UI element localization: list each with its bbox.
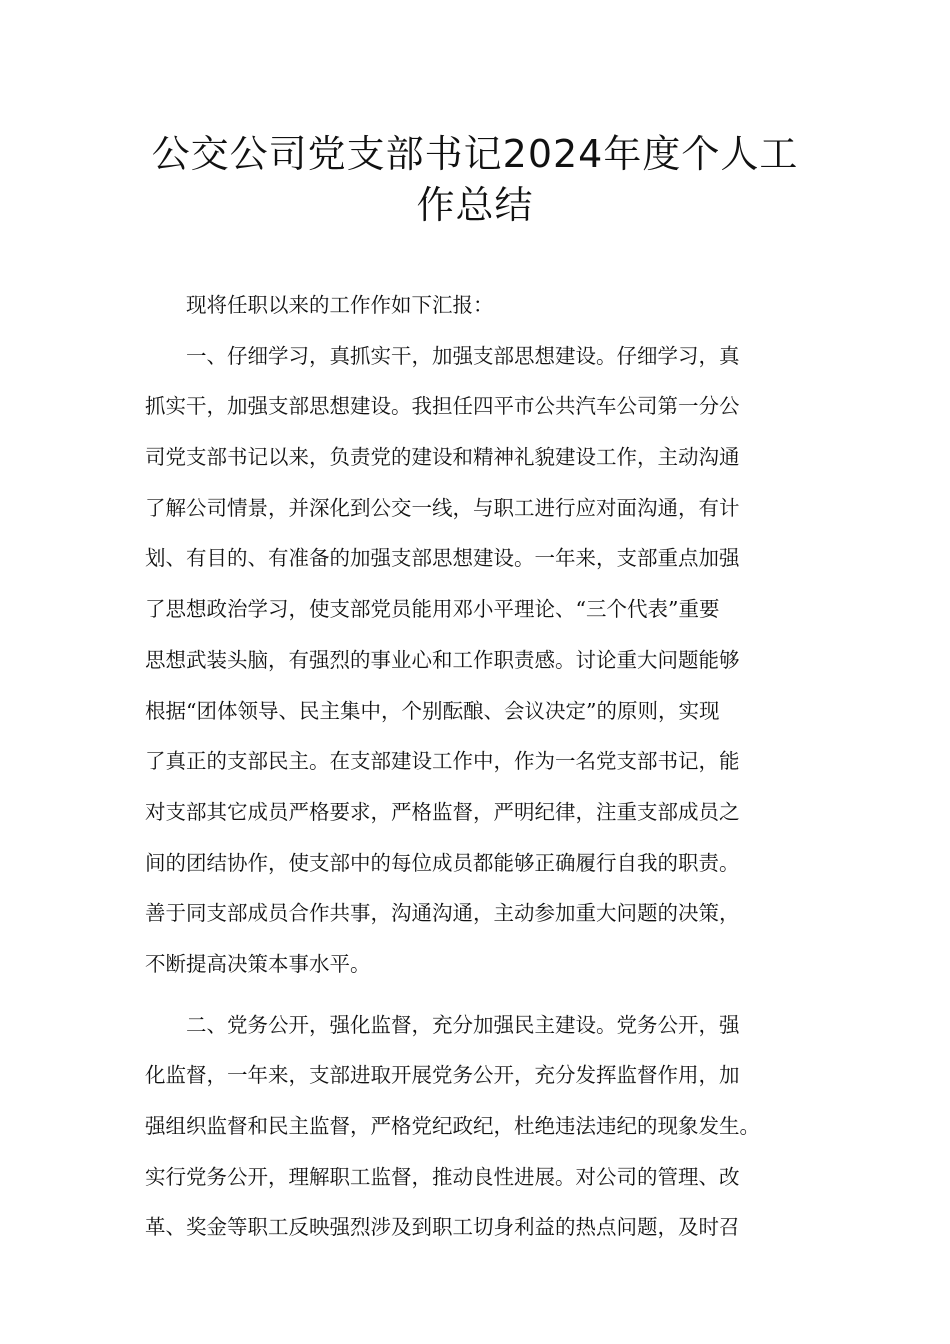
text-line: 司党支部书记以来，负责党的建设和精神礼貌建设工作，主动沟通	[145, 445, 740, 470]
text-line: 二、党务公开，强化监督，充分加强民主建设。党务公开，强	[145, 1012, 740, 1037]
paragraph-section-2	[145, 1000, 825, 1253]
title-line: 公交公司党支部书记2024年度个人工	[151, 132, 799, 176]
text-line: 抓实干，加强支部思想建设。我担任四平市公共汽车公司第一分公	[145, 394, 740, 419]
document-body	[145, 280, 825, 1253]
text-line: 了解公司情景，并深化到公交一线，与职工进行应对面沟通，有计	[145, 495, 740, 520]
text-line: 一、仔细学习，真抓实干，加强支部思想建设。仔细学习，真	[145, 343, 740, 368]
text-line: 间的团结协作，使支部中的每位成员都能够正确履行自我的职责。	[145, 850, 740, 875]
text-line: 根据“团体领导、民主集中，个别酝酿、会议决定”的原则，实现	[145, 698, 720, 723]
paragraph-section-1	[145, 331, 825, 990]
paragraph-intro	[145, 280, 825, 331]
text-line: 了思想政治学习，使支部党员能用邓小平理论、“三个代表”重要	[145, 597, 720, 622]
text-line: 实行党务公开，理解职工监督，推动良性进展。对公司的管理、改	[145, 1164, 740, 1189]
text-line: 了真正的支部民主。在支部建设工作中，作为一名党支部书记，能	[145, 749, 740, 774]
text-line: 现将任职以来的工作作如下汇报：	[145, 293, 494, 317]
text-line: 不断提高决策本事水平。	[145, 951, 371, 976]
paragraph-spacing	[145, 990, 825, 1000]
title-line: 作总结	[416, 182, 534, 227]
text-line: 善于同支部成员合作共事，沟通沟通，主动参加重大问题的决策，	[145, 901, 740, 926]
text-line: 强组织监督和民主监督，严格党纪政纪，杜绝违法违纪的现象发生。	[145, 1114, 760, 1138]
text-line: 革、奖金等职工反映强烈涉及到职工切身利益的热点问题，及时召	[145, 1215, 740, 1240]
text-line: 划、有目的、有准备的加强支部思想建设。一年来，支部重点加强	[145, 546, 740, 571]
document-title	[140, 128, 810, 229]
text-line: 对支部其它成员严格要求，严格监督，严明纪律，注重支部成员之	[145, 799, 740, 824]
text-line: 化监督，一年来，支部进取开展党务公开，充分发挥监督作用，加	[145, 1063, 740, 1088]
text-line: 思想武装头脑，有强烈的事业心和工作职责感。讨论重大问题能够	[145, 647, 740, 672]
